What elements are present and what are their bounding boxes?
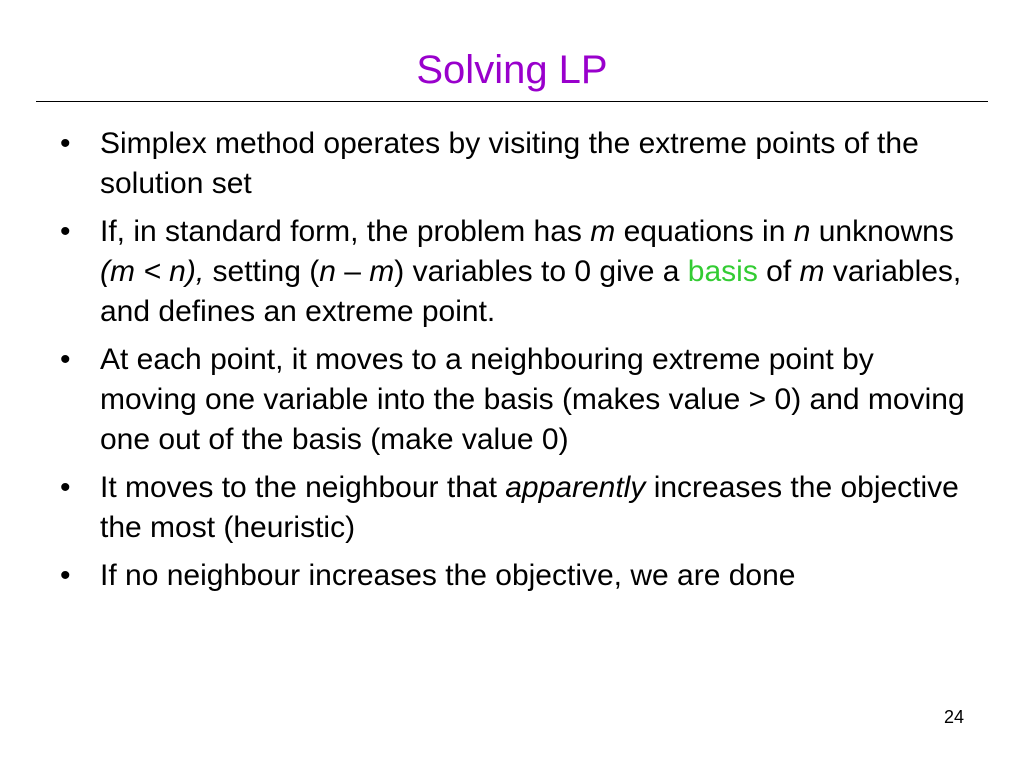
bullet-text: If no neighbour increases the objective, we are done xyxy=(100,559,796,592)
bullet-standard-form xyxy=(56,212,976,332)
var-n: n xyxy=(793,215,811,248)
bullet-text: increases the objective the most (heuristic) xyxy=(100,471,959,544)
bullet-heuristic xyxy=(56,468,976,548)
var-m: m xyxy=(590,215,616,248)
bullet-text: setting ( xyxy=(204,255,320,288)
title-divider xyxy=(36,101,988,102)
bullet-text: of xyxy=(757,255,800,288)
var-m: m xyxy=(369,255,395,288)
bullet-list xyxy=(56,124,976,604)
bullet-simplex-method xyxy=(56,124,976,204)
condition-m-less-n: (m < n), xyxy=(100,255,205,288)
bullet-termination xyxy=(56,556,976,596)
bullet-text: variables, and defines an extreme point. xyxy=(100,255,962,328)
apparently-emphasis: apparently xyxy=(505,471,646,504)
bullet-text: It moves to the neighbour that xyxy=(100,471,506,504)
page-number: 24 xyxy=(943,707,964,727)
bullet-neighbour-move xyxy=(56,340,976,460)
var-n: n xyxy=(319,255,336,288)
bullet-text: If, in standard form, the problem has xyxy=(100,215,591,248)
minus-sign: – xyxy=(335,255,370,288)
bullet-text: ) variables to 0 give a xyxy=(394,255,688,288)
bullet-text: At each point, it moves to a neighbouring extreme point by moving one variable into the basis (makes value > 0) and moving one out of the basis (make value 0) xyxy=(100,343,965,456)
bullet-text: unknowns xyxy=(810,215,954,248)
bullet-text: equations in xyxy=(615,215,794,248)
basis-highlight: basis xyxy=(687,255,758,288)
bullet-text: Simplex method operates by visiting the extreme points of the solution set xyxy=(100,127,919,200)
var-m: m xyxy=(799,255,825,288)
slide-title: Solving LP xyxy=(416,48,608,92)
